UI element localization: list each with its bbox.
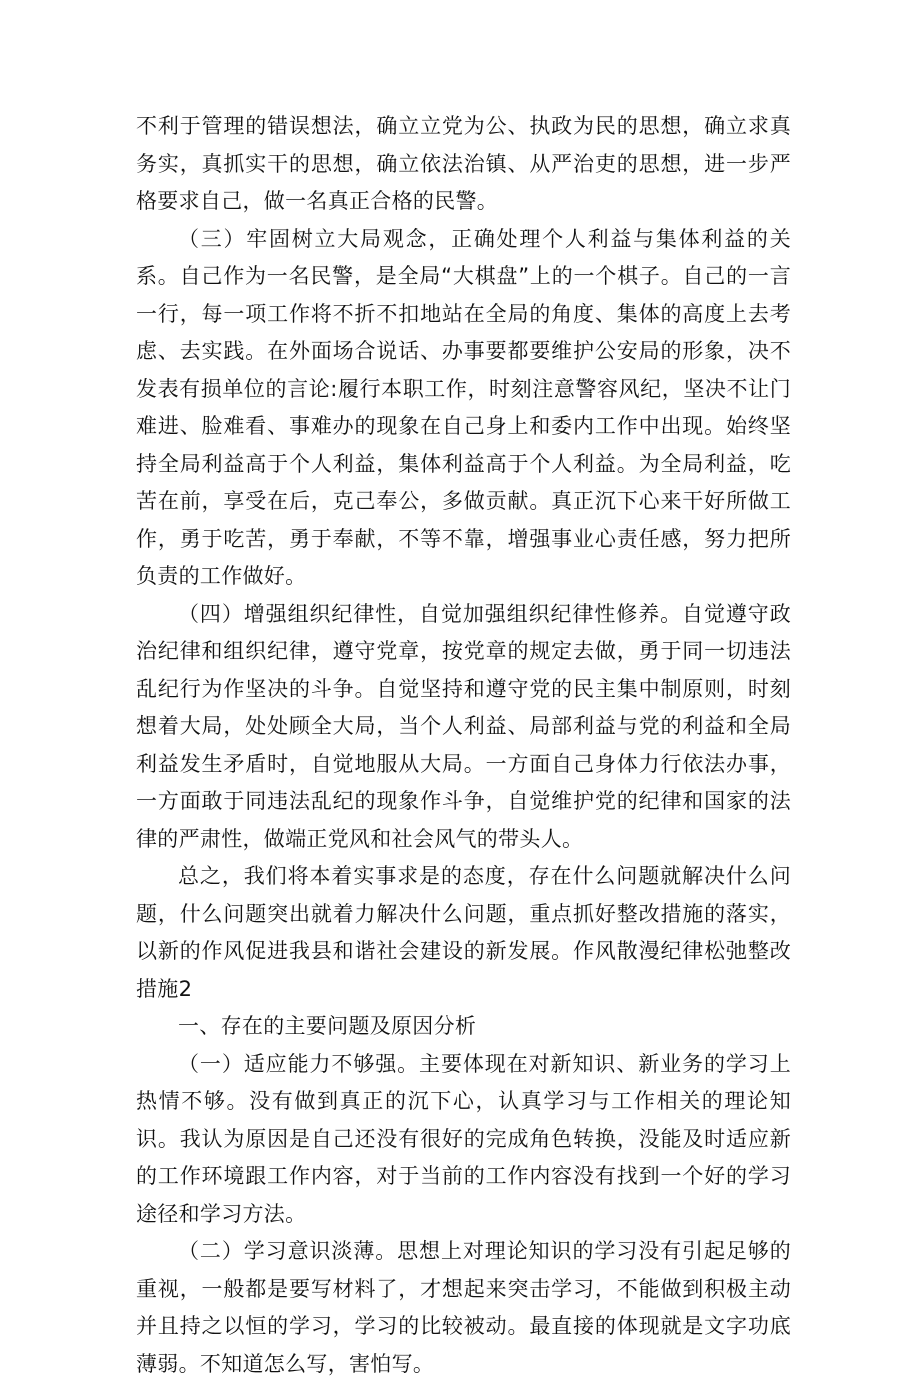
paragraph-issue-two: （二）学习意识淡薄。思想上对理论知识的学习没有引起足够的重视，一般都是要写材料了，才想起来突击学习，不能做到积极主动并且持之以恒的学习，学习的比较被动。最直接的体现就是文字功底薄弱。不知道怎么写，害怕写。: [136, 1239, 791, 1376]
paragraph-continuation: 不利于管理的错误想法，确立立党为公、执政为民的思想，确立求真务实，真抓实干的思想，确立依法治镇、从严治吏的思想，进一步严格要求自己，做一名真正合格的民警。: [136, 114, 791, 213]
paragraph-point-three: （三）牢固树立大局观念，正确处理个人利益与集体利益的关系。自己作为一名民警，是全局“大棋盘”上的一个棋子。自己的一言一行，每一项工作将不折不扣地站在全局的角度、集体的高度上去考虑、去实践。在外面场合说话、办事要都要维护公安局的形象，决不发表有损单位的言论:履行本职工作，时刻注意警容风纪，坚决不让门难进、脸难看、事难办的现象在自己身上和委内工作中出现。始终坚持全局利益高于个人利益，集体利益高于个人利益。为全局利益，吃苦在前，享受在后，克己奉公，多做贡献。真正沉下心来干好所做工作，勇于吃苦，勇于奉献，不等不靠，增强事业心责任感，努力把所负责的工作做好。: [136, 226, 791, 588]
section-heading-problems: 一、存在的主要问题及原因分析: [178, 1014, 477, 1038]
paragraph-point-four: （四）增强组织纪律性，自觉加强组织纪律性修养。自觉遵守政治纪律和组织纪律，遵守党章，按党章的规定去做，勇于同一切违法乱纪行为作坚决的斗争。自觉坚持和遵守党的民主集中制原则，时刻想着大局，处处顾全大局，当个人利益、局部利益与党的利益和全局利益发生矛盾时，自觉地服从大局。一方面自己身体力行依法办事，一方面敢于同违法乱纪的现象作斗争，自觉维护党的纪律和国家的法律的严肃性，做端正党风和社会风气的带头人。: [136, 601, 791, 851]
paragraph-summary: 总之，我们将本着实事求是的态度，存在什么问题就解决什么问题，什么问题突出就着力解决什么问题，重点抓好整改措施的落实，以新的作风促进我县和谐社会建设的新发展。作风散漫纪律松弛整改措施2: [136, 864, 791, 1001]
paragraph-issue-one: （一）适应能力不够强。主要体现在对新知识、新业务的学习上热情不够。没有做到真正的沉下心，认真学习与工作相关的理论知识。我认为原因是自己还没有很好的完成角色转换，没能及时适应新的工作环境跟工作内容，对于当前的工作内容没有找到一个好的学习途径和学习方法。: [136, 1051, 791, 1226]
document-body: [136, 108, 791, 1383]
